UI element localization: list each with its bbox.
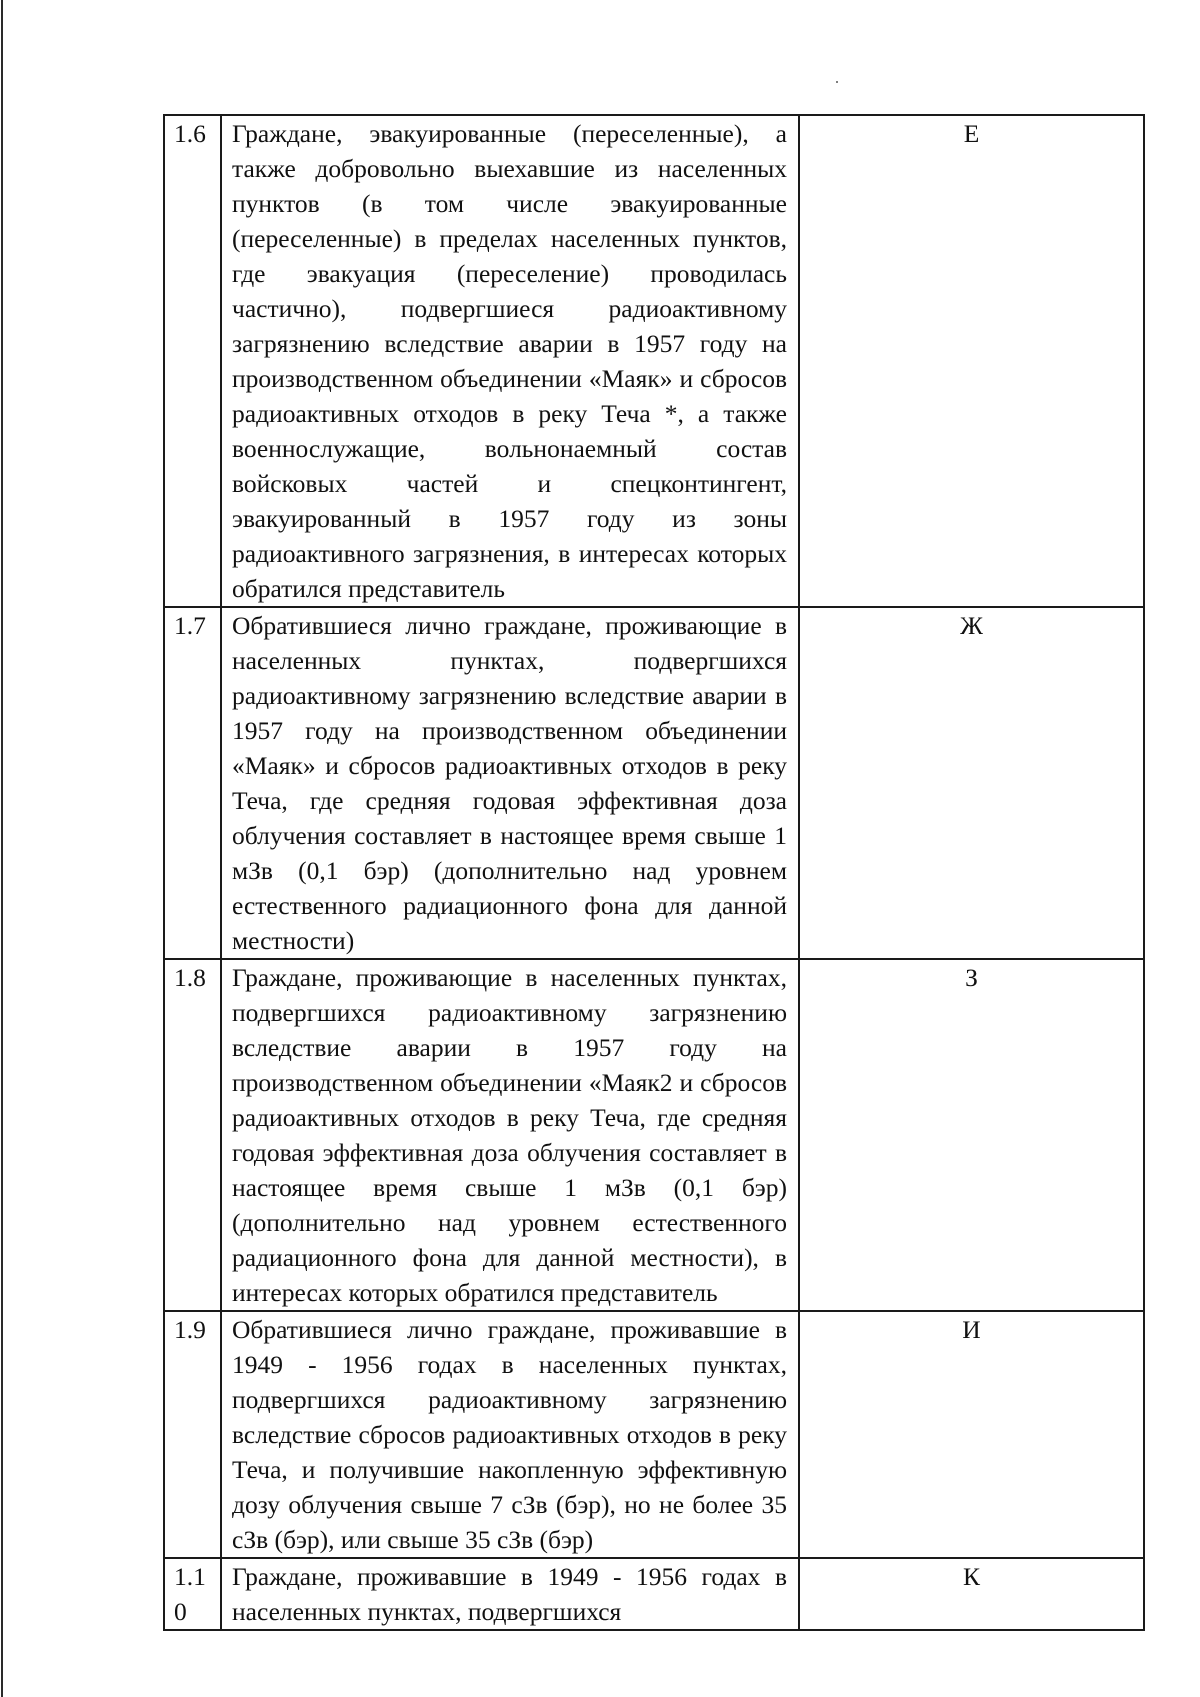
row-description: Обратившиеся лично граждане, проживавшие в 1949 - 1956 годах в населенных пунктах, подвергшихся радиоактивному загрязнению вследствие сбросов радиоактивных отходов в реку Теча, и получившие накопленную эффективную дозу облучения свыше 7 сЗв (бэр), но не более 35 сЗв (бэр), или свыше 35 сЗв (бэр) <box>221 1311 799 1558</box>
row-number: 1.6 <box>164 115 221 607</box>
table-row <box>164 115 1144 607</box>
row-category: З <box>799 959 1144 1311</box>
row-description: Обратившиеся лично граждане, проживающие в населенных пунктах, подвергшихся радиоактивному загрязнению вследствие аварии в 1957 году на производственном объединении «Маяк» и сбросов радиоактивных отходов в реку Теча, где средняя годовая эффективная доза облучения составляет в настоящее время свыше 1 мЗв (0,1 бэр) (дополнительно над уровнем естественного радиационного фона для данной местности) <box>221 607 799 959</box>
row-category: Ж <box>799 607 1144 959</box>
row-number: 1.8 <box>164 959 221 1311</box>
row-description: Граждане, проживавшие в 1949 - 1956 годах в населенных пунктах, подвергшихся <box>221 1558 799 1630</box>
table-row <box>164 607 1144 959</box>
scan-speck <box>836 81 838 83</box>
scan-border-line <box>1 0 3 1697</box>
row-number: 1.7 <box>164 607 221 959</box>
row-number: 1.9 <box>164 1311 221 1558</box>
row-number: 1.10 <box>164 1558 221 1630</box>
table-row <box>164 1558 1144 1630</box>
row-description: Граждане, эвакуированные (переселенные), а также добровольно выехавшие из населенных пунктов (в том числе эвакуированные (переселенные) в пределах населенных пунктов, где эвакуация (переселение) проводилась частично), подвергшиеся радиоактивному загрязнению вследствие аварии в 1957 году на производственном объединении «Маяк» и сбросов радиоактивных отходов в реку Теча *, а также военнослужащие, вольнонаемный состав войсковых частей и спецконтингент, эвакуированный в 1957 году из зоны радиоактивного загрязнения, в интересах которых обратился представитель <box>221 115 799 607</box>
row-category: И <box>799 1311 1144 1558</box>
table-row <box>164 959 1144 1311</box>
row-category: К <box>799 1558 1144 1630</box>
table-row <box>164 1311 1144 1558</box>
category-table <box>163 114 1145 1631</box>
row-description: Граждане, проживающие в населенных пунктах, подвергшихся радиоактивному загрязнению вследствие аварии в 1957 году на производственном объединении «Маяк2 и сбросов радиоактивных отходов в реку Теча, где средняя годовая эффективная доза облучения составляет в настоящее время свыше 1 мЗв (0,1 бэр) (дополнительно над уровнем естественного радиационного фона для данной местности), в интересах которых обратился представитель <box>221 959 799 1311</box>
row-category: Е <box>799 115 1144 607</box>
